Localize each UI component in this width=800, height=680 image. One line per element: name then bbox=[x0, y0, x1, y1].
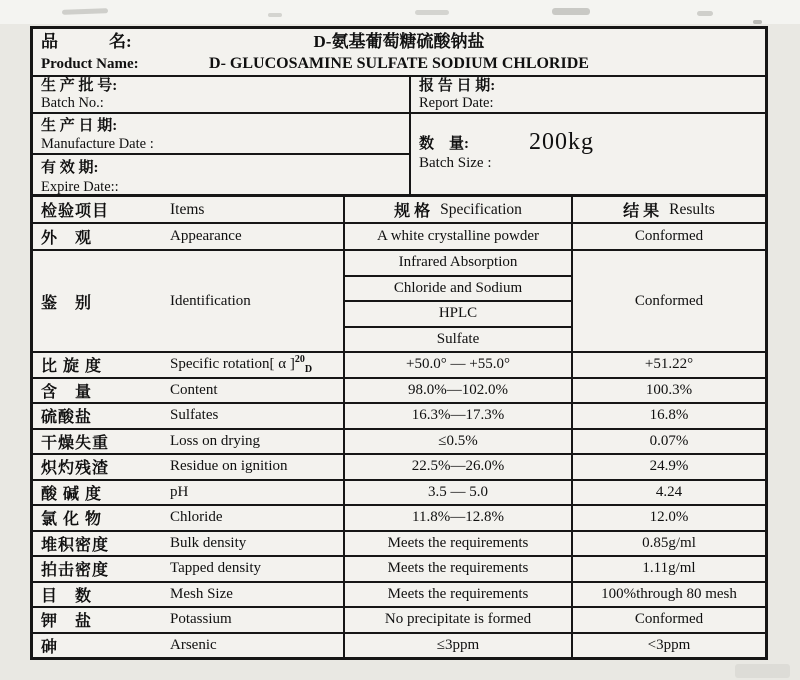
row-label-en: pH bbox=[170, 483, 189, 500]
spec-cell: ≤3ppm bbox=[345, 634, 573, 658]
row-label-cn: 炽灼残渣 bbox=[41, 460, 110, 478]
table-row-identification bbox=[33, 249, 765, 351]
table-row-tapped-density bbox=[33, 555, 765, 581]
method-infrared-absorption: Infrared Absorption bbox=[345, 251, 571, 277]
spec-cell: 16.3%—17.3% bbox=[345, 404, 573, 428]
product-label-en: Product Name: bbox=[41, 56, 139, 72]
table-row-arsenic bbox=[33, 632, 765, 658]
row-label-cn: 比 旋 度 bbox=[41, 358, 103, 376]
result-cell: 0.85g/ml bbox=[642, 534, 696, 551]
table-row-mesh-size bbox=[33, 581, 765, 607]
row-label-en: Specific rotation[ α ]$^{20}_D$ bbox=[170, 354, 313, 376]
product-name-section bbox=[33, 29, 765, 75]
batch-no-label-cn: 生 产 批 号: bbox=[41, 78, 118, 94]
results-table bbox=[33, 194, 765, 657]
scan-artifact bbox=[735, 664, 790, 678]
batch-size-label-en: Batch Size : bbox=[419, 155, 492, 171]
row-label-cn: 酸 碱 度 bbox=[41, 485, 103, 503]
table-row-potassium bbox=[33, 606, 765, 632]
spec-cell: A white crystalline powder bbox=[345, 224, 573, 249]
manufacture-date-cell bbox=[33, 114, 409, 155]
method-chloride-and-sodium: Chloride and Sodium bbox=[345, 277, 571, 303]
expire-date-label-cn: 有 效 期: bbox=[41, 160, 99, 176]
row-label-cn: 外 观 bbox=[41, 230, 93, 247]
result-cell: 16.8% bbox=[649, 407, 689, 424]
spec-cell: 11.8%—12.8% bbox=[345, 506, 573, 530]
row-label-cn: 目 数 bbox=[41, 587, 93, 605]
row-label-cn: 砷 bbox=[41, 638, 59, 656]
result-cell: +51.22° bbox=[644, 356, 694, 373]
result-cell: 4.24 bbox=[655, 483, 683, 500]
results-header bbox=[573, 197, 765, 222]
batch-report-row bbox=[33, 75, 765, 112]
batch-no-cell bbox=[33, 77, 411, 112]
result-cell: 1.11g/ml bbox=[642, 560, 696, 577]
dates-batchsize-row bbox=[33, 112, 765, 194]
rotation-superscript: 20 bbox=[294, 354, 305, 366]
row-label-cn: 氯 化 物 bbox=[41, 511, 103, 529]
table-row-chloride bbox=[33, 504, 765, 530]
batch-size-cell bbox=[411, 114, 765, 194]
row-label-en: Identification bbox=[170, 292, 251, 309]
manufacture-date-label-en: Manufacture Date : bbox=[41, 136, 154, 152]
items-header bbox=[33, 197, 345, 222]
table-row-specific-rotation bbox=[33, 351, 765, 377]
results-header-cn: 结 果 bbox=[623, 203, 660, 220]
row-label-cn: 拍击密度 bbox=[41, 562, 110, 580]
row-label-cn: 干燥失重 bbox=[41, 434, 110, 452]
row-label-en: Residue on ignition bbox=[170, 458, 288, 475]
result-cell: 12.0% bbox=[649, 509, 689, 526]
spec-cell: Meets the requirements bbox=[345, 557, 573, 581]
certificate-of-analysis-table bbox=[30, 26, 768, 660]
report-date-label-en: Report Date: bbox=[419, 95, 494, 111]
scan-margin bbox=[0, 0, 800, 24]
row-label-cn: 硫酸盐 bbox=[41, 409, 93, 427]
row-label-cn: 鉴 别 bbox=[41, 294, 93, 312]
result-cell: 100.3% bbox=[645, 381, 693, 398]
batch-size-value: 200kg bbox=[529, 129, 594, 155]
table-body-rows bbox=[33, 351, 765, 657]
dates-column bbox=[33, 114, 411, 194]
row-label-en: Potassium bbox=[170, 611, 232, 628]
row-label-en: Chloride bbox=[170, 509, 223, 526]
scan-artifact bbox=[268, 13, 282, 17]
items-header-en: Items bbox=[170, 200, 205, 218]
product-name-cn: D-氨基葡萄糖硫酸钠盐 bbox=[313, 32, 485, 51]
result-cell: <3ppm bbox=[647, 636, 691, 653]
spec-header-cn: 规 格 bbox=[394, 203, 431, 220]
row-label-en: Appearance bbox=[170, 228, 242, 244]
row-label-en: Bulk density bbox=[170, 534, 247, 551]
table-row-bulk-density bbox=[33, 530, 765, 556]
spec-cell: 98.0%—102.0% bbox=[345, 379, 573, 403]
row-label-cn: 钾 盐 bbox=[41, 613, 93, 631]
table-row-loss-on-drying bbox=[33, 428, 765, 454]
batch-size-label-cn: 数 量: bbox=[419, 136, 469, 152]
spec-cell: +50.0° — +55.0° bbox=[345, 353, 573, 377]
rotation-subscript: D bbox=[304, 364, 313, 376]
identification-methods bbox=[345, 251, 573, 351]
report-date-label-cn: 报 告 日 期: bbox=[419, 78, 496, 94]
product-name-en: D- GLUCOSAMINE SULFATE SODIUM CHLORIDE bbox=[209, 55, 589, 72]
spec-header bbox=[345, 197, 573, 222]
row-label-cn: 堆积密度 bbox=[41, 536, 110, 554]
row-label-en: Loss on drying bbox=[170, 432, 260, 449]
method-sulfate: Sulfate bbox=[436, 330, 480, 347]
spec-cell: ≤0.5% bbox=[345, 430, 573, 454]
spec-cell: No precipitate is formed bbox=[345, 608, 573, 632]
spec-header-en: Specification bbox=[440, 200, 522, 218]
row-label-en: Tapped density bbox=[170, 560, 262, 577]
table-row-content bbox=[33, 377, 765, 403]
method-hplc: HPLC bbox=[345, 302, 571, 328]
scan-artifact bbox=[552, 8, 590, 15]
expire-date-label-en: Expire Date:: bbox=[41, 179, 119, 195]
result-cell: Conformed bbox=[634, 292, 704, 309]
results-header-en: Results bbox=[669, 200, 715, 218]
items-header-cn: 检验项目 bbox=[41, 203, 110, 220]
result-cell: 0.07% bbox=[649, 432, 689, 449]
scan-artifact bbox=[753, 20, 762, 24]
result-cell: 24.9% bbox=[649, 458, 689, 475]
row-label-en: Content bbox=[170, 381, 218, 398]
result-cell: Conformed bbox=[634, 228, 704, 244]
scan-artifact bbox=[415, 10, 449, 15]
row-label-en: Mesh Size bbox=[170, 585, 233, 602]
expire-date-cell bbox=[33, 155, 409, 197]
table-row-ph bbox=[33, 479, 765, 505]
result-cell: 100%through 80 mesh bbox=[601, 585, 737, 602]
scan-artifact bbox=[697, 11, 713, 16]
table-row-appearance bbox=[33, 222, 765, 249]
table-header-row bbox=[33, 197, 765, 222]
result-cell: Conformed bbox=[634, 611, 704, 628]
spec-cell: 22.5%—26.0% bbox=[345, 455, 573, 479]
batch-no-label-en: Batch No.: bbox=[41, 95, 104, 111]
row-label-en: Arsenic bbox=[170, 636, 217, 653]
spec-cell: 3.5 — 5.0 bbox=[345, 481, 573, 505]
report-date-cell bbox=[411, 77, 765, 112]
table-row-residue-on-ignition bbox=[33, 453, 765, 479]
row-label-en: Sulfates bbox=[170, 407, 219, 424]
manufacture-date-label-cn: 生 产 日 期: bbox=[41, 118, 118, 134]
row-label-cn: 含 量 bbox=[41, 383, 93, 401]
product-label-cn: 品 名: bbox=[41, 32, 132, 51]
spec-cell: Meets the requirements bbox=[345, 583, 573, 607]
spec-cell: Meets the requirements bbox=[345, 532, 573, 556]
table-row-sulfates bbox=[33, 402, 765, 428]
